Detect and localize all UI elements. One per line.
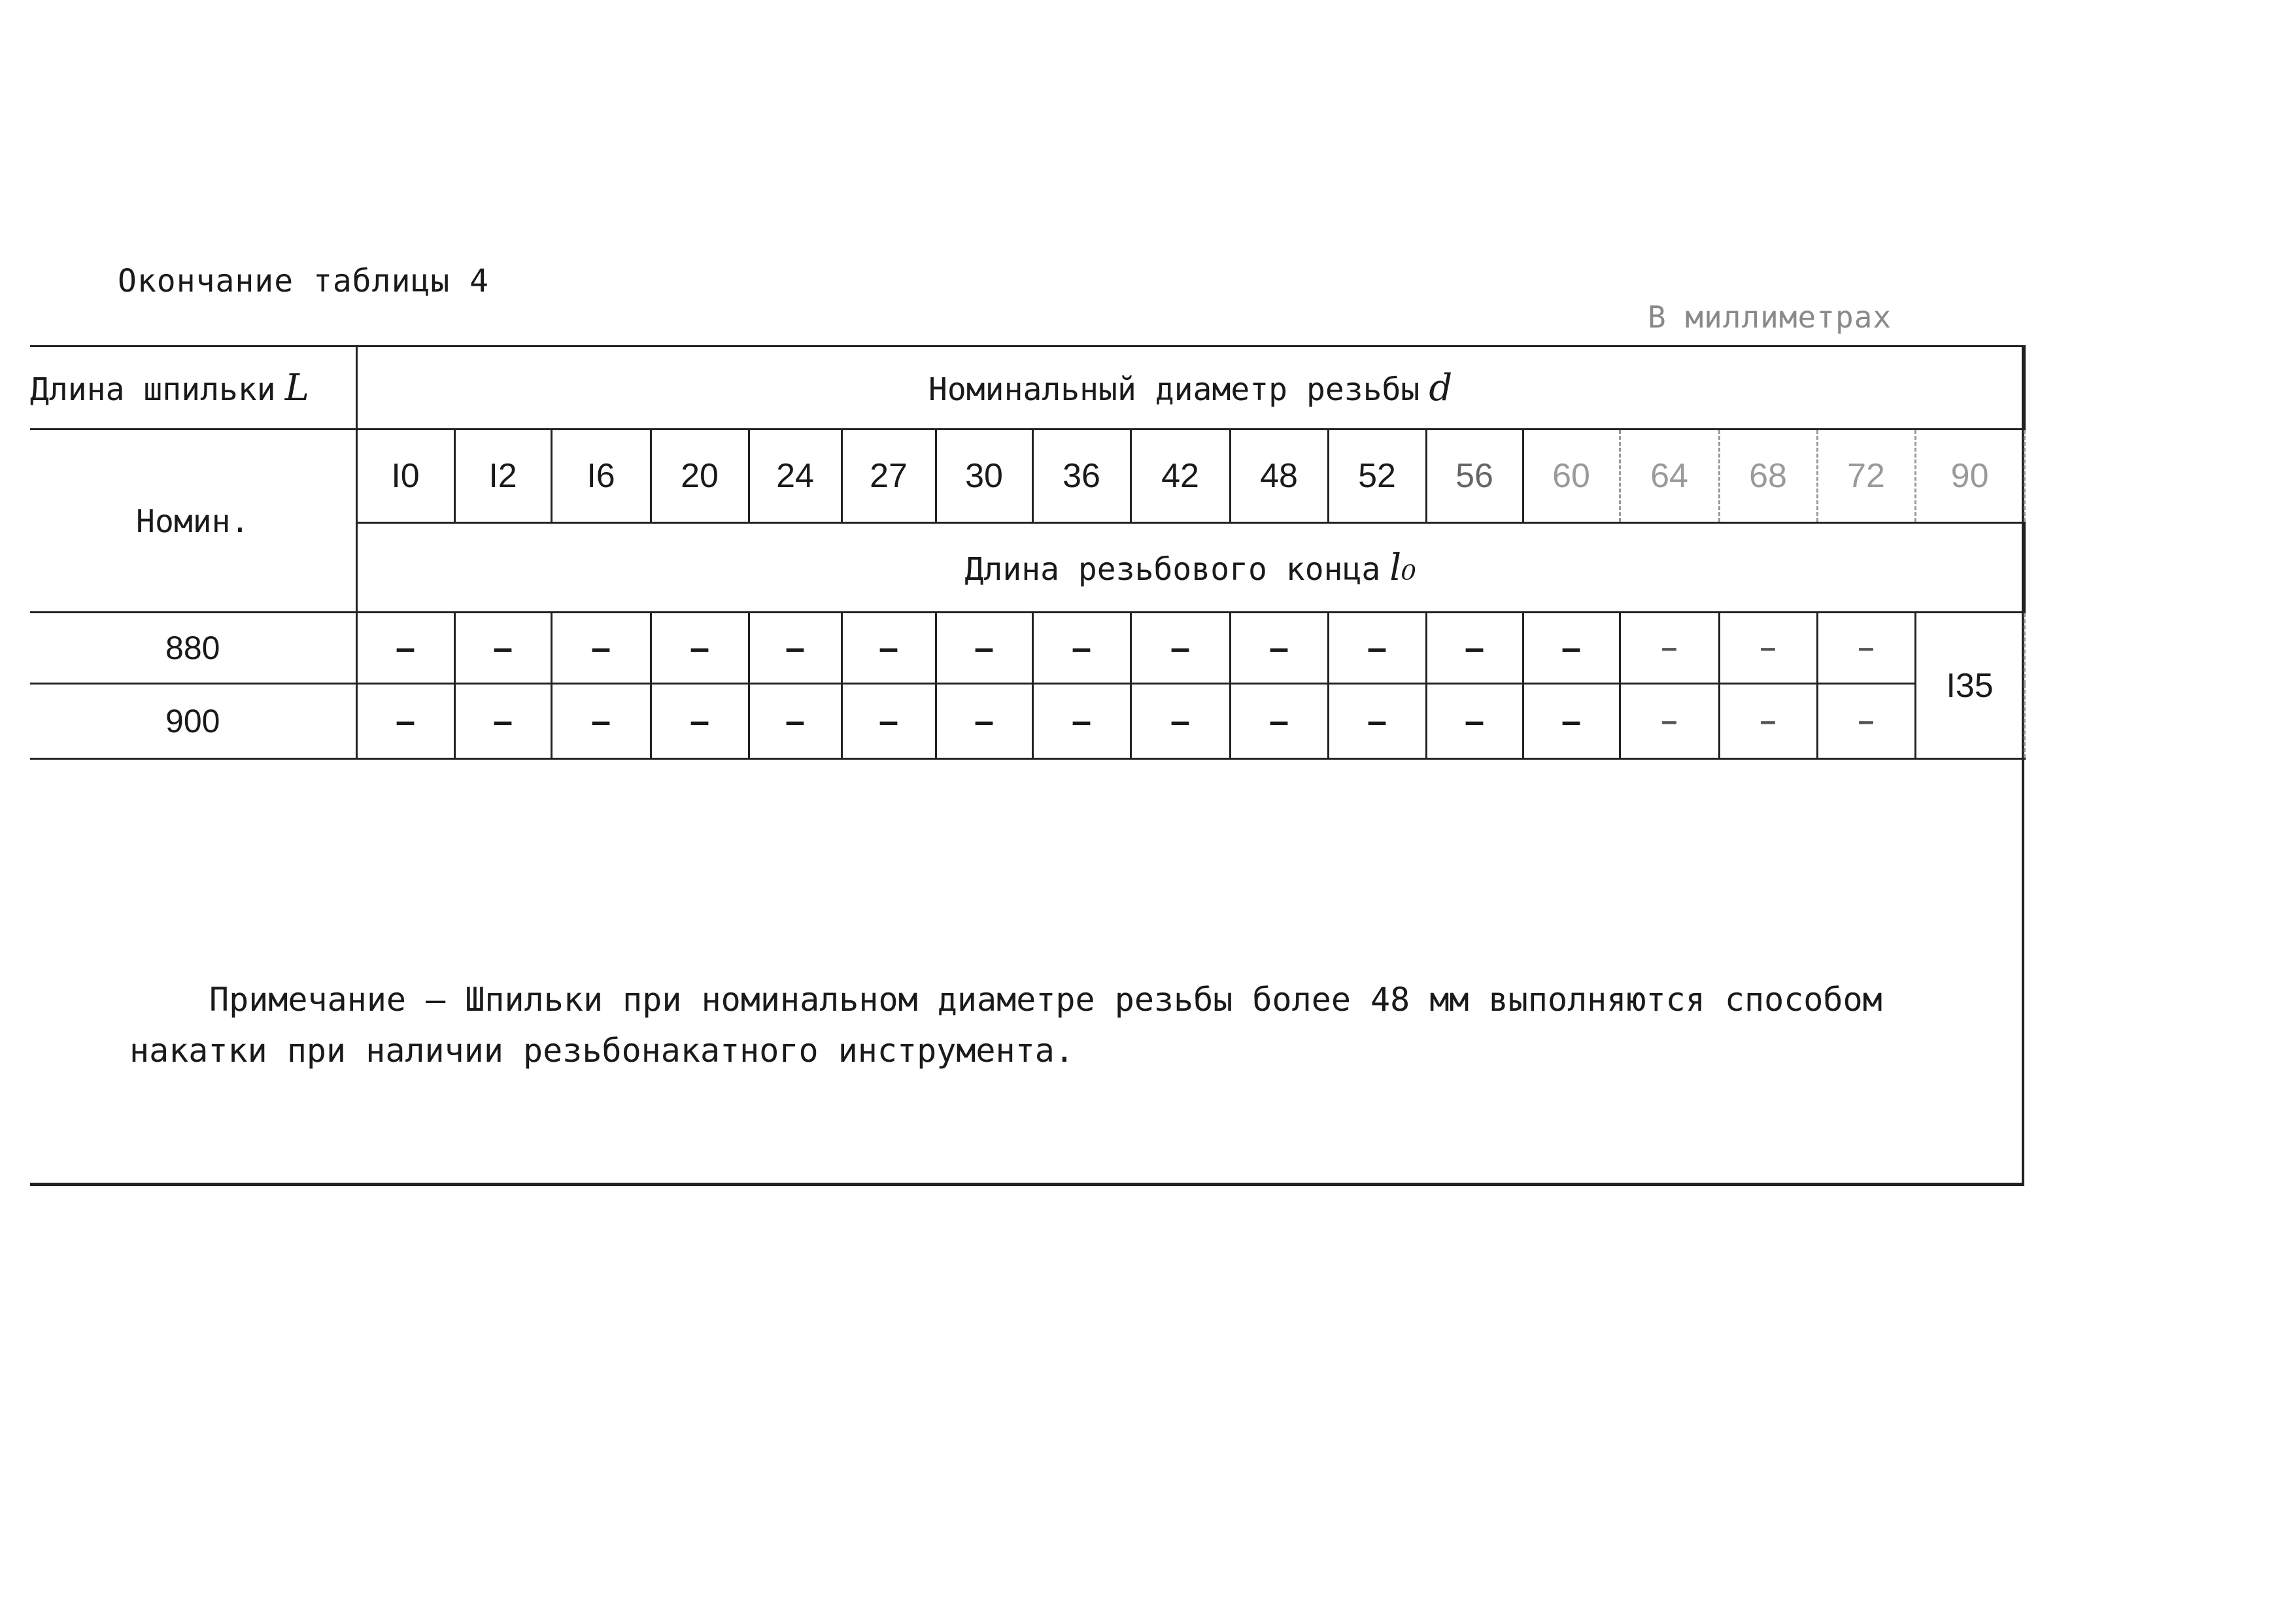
table-cell: – (1523, 613, 1620, 684)
table-cell: – (1328, 613, 1426, 684)
units-label: В миллиметрах (1648, 299, 1892, 335)
footnote (131, 974, 1975, 1076)
symbol-l0: l₀ (1389, 546, 1416, 589)
table-cell: – (1426, 613, 1523, 684)
table-cell: – (651, 684, 749, 759)
table-cell: – (1719, 684, 1817, 759)
table-cell: – (1130, 684, 1230, 759)
diameter-cell: 68 (1719, 430, 1817, 523)
footnote-line-1: Примечание – Шпильки при номинальном диаметре резьбы более 48 мм выполняются способом (209, 981, 1882, 1019)
diameter-cell: I0 (356, 430, 454, 523)
table-cell: – (1230, 684, 1328, 759)
table-row (30, 684, 2024, 759)
table-cell: – (1426, 684, 1523, 759)
header-nominal: Номин. (30, 430, 356, 613)
table-cell: – (454, 684, 551, 759)
table-cell: – (1817, 684, 1915, 759)
symbol-L: L (284, 366, 309, 409)
table-cell: – (356, 684, 454, 759)
table-cell: – (1032, 684, 1130, 759)
header-thread-length: Длина резьбового конца l₀ (356, 523, 2024, 613)
table-cell: – (1817, 613, 1915, 684)
table-cell: – (1620, 684, 1719, 759)
table-cell: – (749, 684, 842, 759)
table-cell: – (1719, 613, 1817, 684)
diameter-cell: 90 (1915, 430, 2024, 523)
header-nominal-diameter: Номинальный диаметр резьбы d (356, 347, 2024, 430)
diameter-cell: 52 (1328, 430, 1426, 523)
row-length: 880 (30, 613, 356, 684)
diameter-cell: 72 (1817, 430, 1915, 523)
header-stud-length: Длина шпильки L (30, 347, 356, 430)
diameter-cell: 20 (651, 430, 749, 523)
stud-length-table (30, 345, 2026, 760)
diameter-cell: 64 (1620, 430, 1719, 523)
table-cell: – (749, 613, 842, 684)
diameter-cell: I2 (454, 430, 551, 523)
table-cell: – (936, 613, 1032, 684)
table-cell: – (1230, 613, 1328, 684)
table-cell: – (936, 684, 1032, 759)
table-row (30, 613, 2024, 684)
table-cell: – (1032, 613, 1130, 684)
table-cell: – (1328, 684, 1426, 759)
table-cell: – (1130, 613, 1230, 684)
row-length: 900 (30, 684, 356, 759)
table-cell: – (356, 613, 454, 684)
table-cell: – (842, 613, 936, 684)
diameter-cell: 56 (1426, 430, 1523, 523)
diameter-cell: 30 (936, 430, 1032, 523)
diameter-cell: 24 (749, 430, 842, 523)
diameter-cell: 60 (1523, 430, 1620, 523)
table-cell: – (551, 684, 651, 759)
table-cell: – (1620, 613, 1719, 684)
symbol-d: d (1429, 366, 1453, 409)
diameter-cell: 36 (1032, 430, 1130, 523)
footnote-line-2: накатки при наличии резьбонакатного инструмента. (129, 1032, 1074, 1070)
table-cell: – (454, 613, 551, 684)
diameter-cell: 48 (1230, 430, 1328, 523)
last-column-value: I35 (1915, 613, 2024, 759)
table-cell: – (842, 684, 936, 759)
table-caption: Окончание таблицы 4 (118, 263, 490, 299)
diameter-cell: I6 (551, 430, 651, 523)
diameter-cell: 27 (842, 430, 936, 523)
table-cell: – (651, 613, 749, 684)
table-cell: – (1523, 684, 1620, 759)
diameter-cell: 42 (1130, 430, 1230, 523)
table-cell: – (551, 613, 651, 684)
